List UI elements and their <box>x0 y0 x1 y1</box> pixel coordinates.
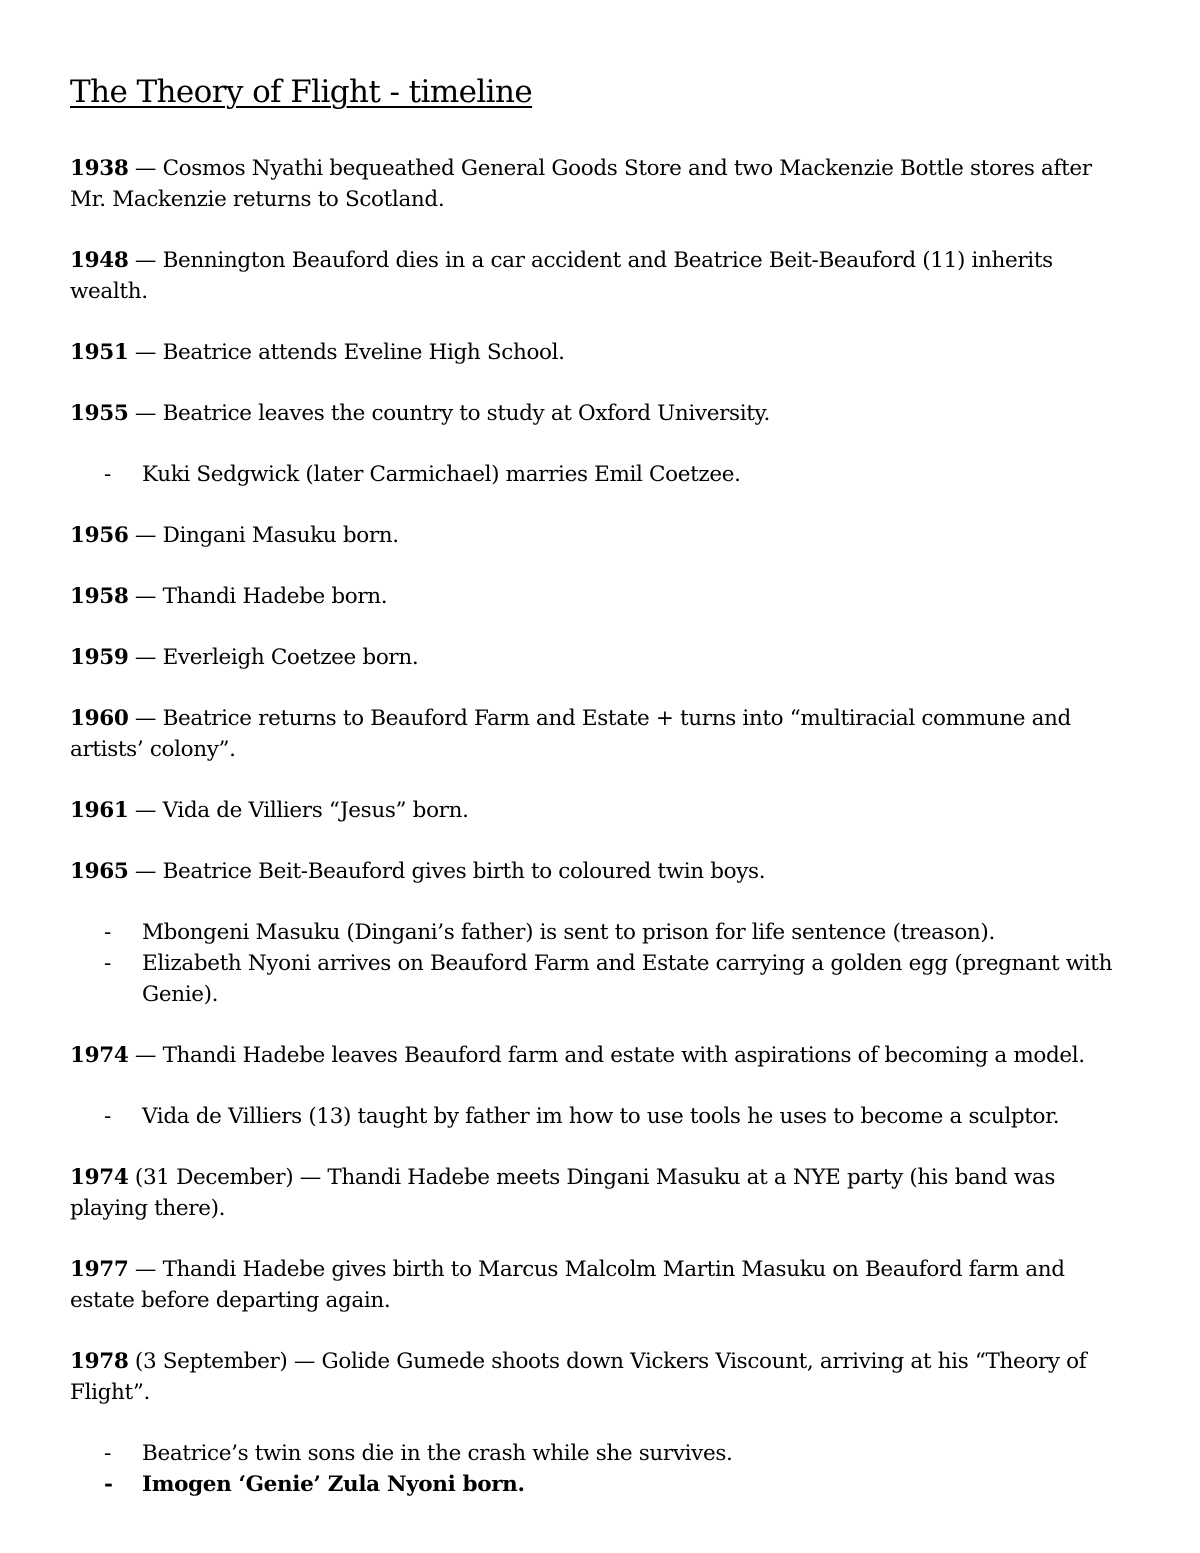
entry-text: — Thandi Hadebe leaves Beauford farm and estate with aspirations of becoming a model. <box>128 1043 1085 1068</box>
entry-year: 1978 <box>70 1349 129 1374</box>
timeline-entry <box>70 1162 1130 1224</box>
dash-bullet: - <box>104 920 111 945</box>
sub-item-text: Elizabeth Nyoni arrives on Beauford Farm and Estate carrying a golden egg (pregnant with Genie). <box>142 951 1113 1007</box>
entry-year: 1959 <box>70 645 129 670</box>
page-title: The Theory of Flight - timeline <box>70 74 533 110</box>
sub-list <box>70 1438 1130 1500</box>
sub-item-text: Vida de Villiers (13) taught by father im how to use tools he uses to become a sculptor. <box>142 1104 1060 1129</box>
timeline-entry <box>70 703 1130 765</box>
entry-year: 1955 <box>70 401 129 426</box>
entry-text: — Thandi Hadebe born. <box>128 584 388 609</box>
entry-text: — Thandi Hadebe gives birth to Marcus Malcolm Martin Masuku on Beauford farm and estate before departing again. <box>70 1257 1065 1313</box>
entry-year: 1965 <box>70 859 129 884</box>
entry-text: — Thandi Hadebe meets Dingani Masuku at a NYE party (his band was playing there). <box>70 1165 1056 1221</box>
timeline-entry <box>70 520 1130 551</box>
entry-year: 1974 <box>70 1165 129 1190</box>
sub-item-text: Imogen ‘Genie’ Zula Nyoni born. <box>142 1472 525 1497</box>
timeline-entry <box>70 398 1130 429</box>
entry-text: — Beatrice Beit-Beauford gives birth to coloured twin boys. <box>128 859 766 884</box>
entry-year: 1958 <box>70 584 129 609</box>
dash-bullet: - <box>104 462 111 487</box>
entry-text: — Dingani Masuku born. <box>128 523 399 548</box>
entry-year: 1961 <box>70 798 129 823</box>
timeline-entry <box>70 1254 1130 1316</box>
entry-date-note: (31 December) <box>128 1165 294 1190</box>
sub-list <box>70 459 1130 490</box>
sub-list-item <box>70 1438 1130 1469</box>
entry-year: 1956 <box>70 523 129 548</box>
timeline-entry <box>70 245 1130 307</box>
entry-year: 1951 <box>70 340 129 365</box>
entry-year: 1960 <box>70 706 129 731</box>
timeline-entry <box>70 1346 1130 1408</box>
entry-year: 1948 <box>70 248 129 273</box>
timeline-entry <box>70 642 1130 673</box>
sub-list-item <box>70 948 1130 1010</box>
timeline-entry <box>70 856 1130 887</box>
sub-list-item <box>70 917 1130 948</box>
timeline-entry <box>70 581 1130 612</box>
timeline-entry <box>70 337 1130 368</box>
entry-text: — Bennington Beauford dies in a car accident and Beatrice Beit-Beauford (11) inherits wealth. <box>70 248 1053 304</box>
sub-list-item <box>70 1469 1130 1500</box>
entry-text: — Beatrice returns to Beauford Farm and Estate + turns into “multiracial commune and artists’ colony”. <box>70 706 1071 762</box>
entry-text: — Vida de Villiers “Jesus” born. <box>128 798 469 823</box>
timeline-entry <box>70 1040 1130 1071</box>
entry-year: 1974 <box>70 1043 129 1068</box>
entry-date-note: (3 September) <box>128 1349 288 1374</box>
document-page <box>70 72 1130 1530</box>
sub-list-item <box>70 459 1130 490</box>
entry-text: — Beatrice leaves the country to study at Oxford University. <box>128 401 770 426</box>
sub-item-text: Beatrice’s twin sons die in the crash while she survives. <box>142 1441 733 1466</box>
entry-text: — Cosmos Nyathi bequeathed General Goods Store and two Mackenzie Bottle stores after Mr. Mackenzie returns to Scotland. <box>70 156 1092 212</box>
dash-bullet: - <box>104 1104 111 1129</box>
dash-bullet: - <box>104 951 111 976</box>
dash-bullet: - <box>104 1472 113 1497</box>
timeline-entry <box>70 795 1130 826</box>
entry-text: — Golide Gumede shoots down Vickers Viscount, arriving at his “Theory of Flight”. <box>70 1349 1087 1405</box>
sub-item-text: Kuki Sedgwick (later Carmichael) marries Emil Coetzee. <box>142 462 741 487</box>
sub-item-text: Mbongeni Masuku (Dingani’s father) is sent to prison for life sentence (treason). <box>142 920 995 945</box>
entry-year: 1938 <box>70 156 129 181</box>
sub-list <box>70 917 1130 1010</box>
timeline-entry <box>70 153 1130 215</box>
sub-list-item <box>70 1101 1130 1132</box>
sub-list <box>70 1101 1130 1132</box>
dash-bullet: - <box>104 1441 111 1466</box>
entry-text: — Everleigh Coetzee born. <box>128 645 419 670</box>
entry-year: 1977 <box>70 1257 129 1282</box>
entry-text: — Beatrice attends Eveline High School. <box>128 340 565 365</box>
